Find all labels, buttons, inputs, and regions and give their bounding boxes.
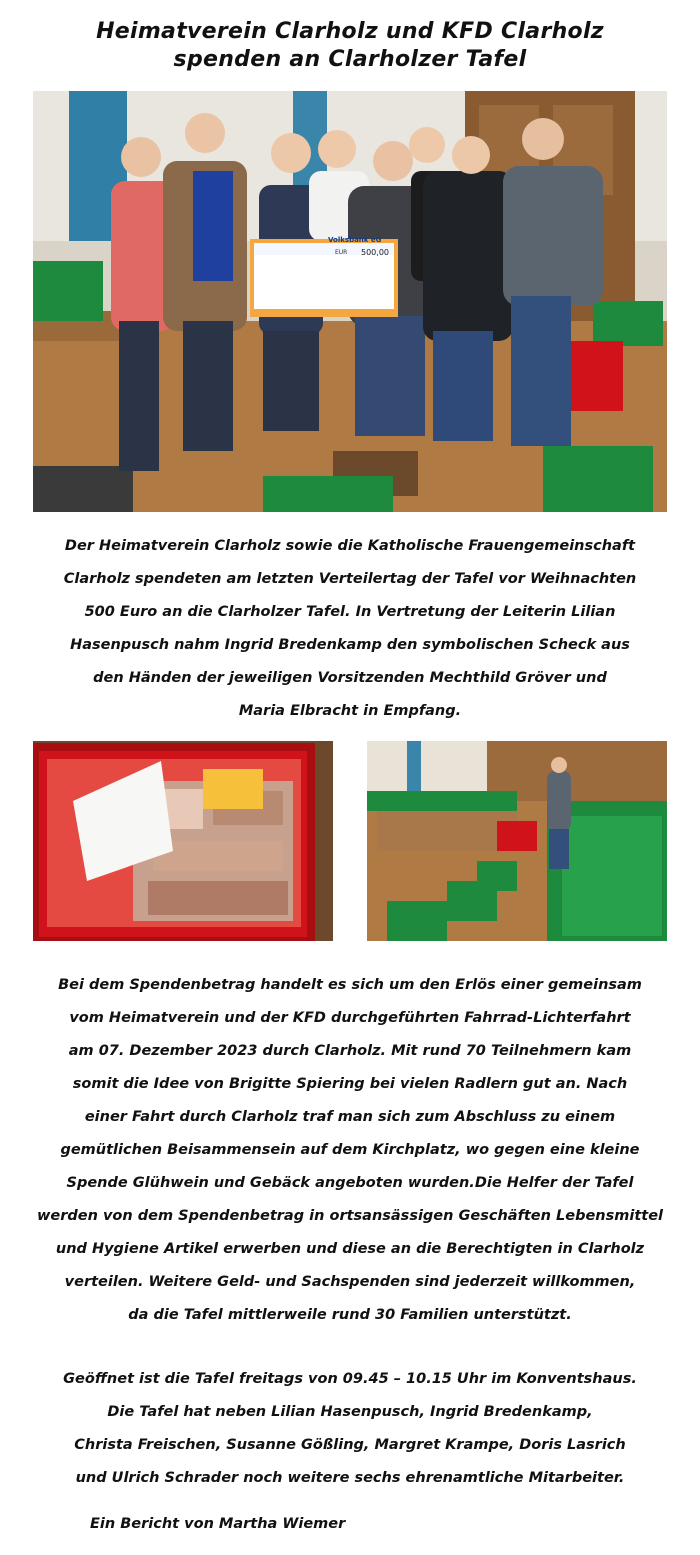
paragraph-line: Die Tafel hat neben Lilian Hasenpusch, Ingrid Bredenkamp,: [107, 1404, 593, 1420]
paragraph-line: Clarholz spendeten am letzten Verteilertag der Tafel vor Weihnachten: [63, 571, 637, 587]
author-byline: Ein Bericht von Martha Wiemer: [90, 1516, 346, 1532]
paragraph-line: Christa Freischen, Susanne Gößling, Margret Krampe, Doris Lasrich: [74, 1437, 626, 1453]
paragraph-line: gemütlichen Beisammensein auf dem Kirchplatz, wo gegen eine kleine: [60, 1142, 640, 1158]
article-title: [0, 18, 700, 74]
paragraph-line: und Hygiene Artikel erwerben und diese an die Berechtigten in Clarholz: [55, 1241, 645, 1257]
paragraph-line: Hasenpusch nahm Ingrid Bredenkamp den symbolischen Scheck aus: [70, 637, 630, 653]
paragraph-line: somit die Idee von Brigitte Spiering bei vielen Radlern gut an. Nach: [72, 1076, 628, 1092]
paragraph-opening-hours: [0, 1363, 700, 1495]
paragraph-line: Spende Glühwein und Gebäck angeboten wurden.Die Helfer der Tafel: [66, 1175, 634, 1191]
paragraph-line: verteilen. Weitere Geld- und Sachspenden sind jederzeit willkommen,: [64, 1274, 636, 1290]
paragraph-line: Geöffnet ist die Tafel freitags von 09.45 – 10.15 Uhr im Konventshaus.: [63, 1371, 637, 1387]
title-line-1: Heimatverein Clarholz und KFD Clarholz: [96, 19, 604, 44]
paragraph-line: vom Heimatverein und der KFD durchgeführten Fahrrad-Lichterfahrt: [69, 1010, 631, 1026]
paragraph-line: Maria Elbracht in Empfang.: [238, 703, 462, 719]
paragraph-line: da die Tafel mittlerweile rund 30 Familien unterstützt.: [128, 1307, 572, 1323]
check-amount: 500,00: [361, 248, 389, 257]
check-currency: EUR: [335, 249, 348, 256]
paragraph-details: [0, 969, 700, 1332]
paragraph-line: den Händen der jeweiligen Vorsitzenden Mechthild Gröver und: [93, 670, 607, 686]
paragraph-line: einer Fahrt durch Clarholz traf man sich zum Abschluss zu einem: [84, 1109, 616, 1125]
hall-photo: [367, 741, 667, 941]
paragraph-line: werden von dem Spendenbetrag in ortsansässigen Geschäften Lebensmittel: [37, 1208, 663, 1224]
paragraph-line: am 07. Dezember 2023 durch Clarholz. Mit rund 70 Teilnehmern kam: [68, 1043, 632, 1059]
check-bank-name: Volksbank eG: [328, 236, 382, 244]
paragraph-line: und Ulrich Schrader noch weitere sechs ehrenamtliche Mitarbeiter.: [75, 1470, 625, 1486]
title-line-2: spenden an Clarholzer Tafel: [173, 47, 527, 72]
crate-photo: [33, 741, 333, 941]
paragraph-line: Der Heimatverein Clarholz sowie die Katholische Frauengemeinschaft: [64, 538, 636, 554]
paragraph-line: 500 Euro an die Clarholzer Tafel. In Vertretung der Leiterin Lilian: [84, 604, 616, 620]
main-photo: [33, 91, 667, 512]
paragraph-line: Bei dem Spendenbetrag handelt es sich um den Erlös einer gemeinsam: [58, 977, 642, 993]
paragraph-intro: [0, 530, 700, 728]
